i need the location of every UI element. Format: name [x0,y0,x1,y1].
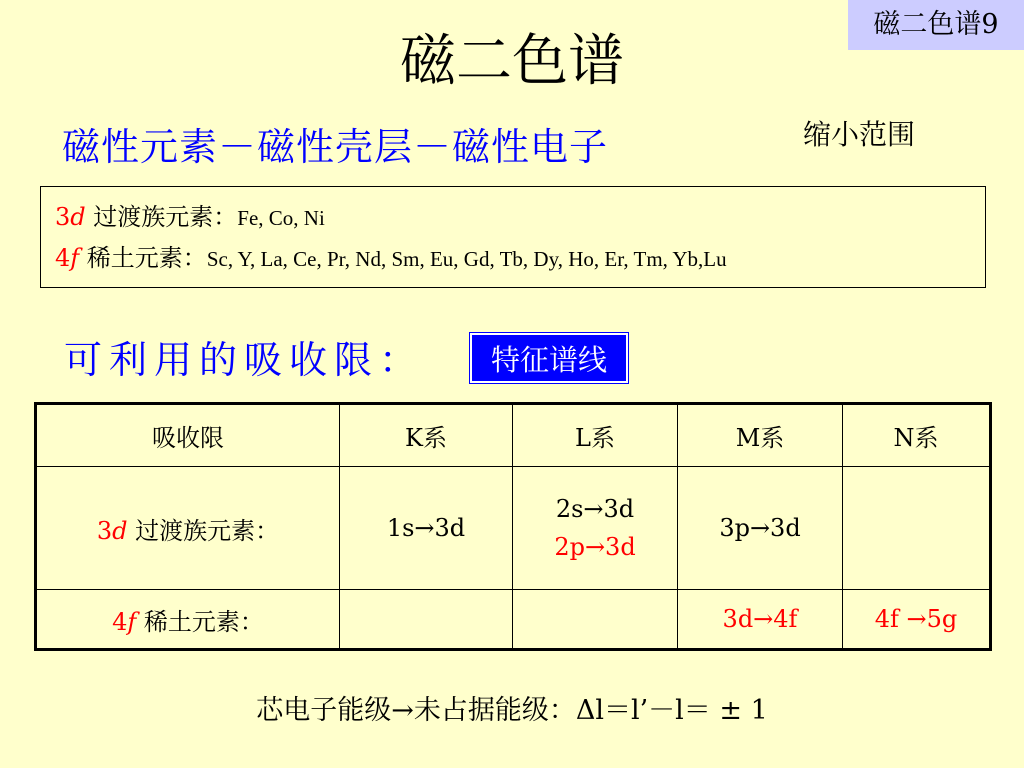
selection-rule: 芯电子能级→未占据能级：Δl＝l’－l＝ ± 1 [256,695,768,726]
transition-elements-label: 过渡族元素： [85,203,238,231]
header-k-series: K系 [340,404,513,467]
row-4f-m: 3d→4f [678,590,843,650]
row-4f-k [340,590,513,650]
row-3d-n [843,467,991,590]
header-absorption-edge: 吸收限 [36,404,340,467]
header-l-series: L系 [513,404,678,467]
element-box [40,186,986,288]
row-3d-l-line2: 2p→3d [554,533,636,561]
header-m-series: M系 [678,404,843,467]
rare-earth-list: Sc, Y, La, Ce, Pr, Nd, Sm, Eu, Gd, Tb, Dy, Ho, Er, Tm, Yb,Lu [206,247,727,271]
note-narrow-range: 缩小范围 [803,118,916,151]
row-3d-l [513,467,678,590]
row-4f-l [513,590,678,650]
row-3d-m: 3p→3d [678,467,843,590]
table-row-3d [36,467,991,590]
box-line-3d [55,197,985,238]
table-header-row [36,404,991,467]
table-row-4f [36,590,991,650]
row-3d-label: 3d 过渡族元素： [36,467,340,590]
row-4f-label: 4f 稀土元素： [36,590,340,650]
orbital-4f-label: 4f [55,244,80,272]
characteristic-lines-button[interactable]: 特征谱线 [470,333,628,383]
slide-number-badge: 磁二色谱9 [848,0,1024,50]
row-3d-l-line1: 2s→3d [555,495,635,523]
transition-elements-list: Fe, Co, Ni [237,206,325,230]
slide-title: 磁二色谱 [400,29,624,94]
header-n-series: N系 [843,404,991,467]
absorption-edge-table [34,402,992,651]
orbital-3d-label: 3d [55,203,86,231]
row-4f-n: 4f →5g [843,590,991,650]
absorption-edge-heading: 可利用的吸收限： [64,338,425,382]
row-3d-k: 1s→3d [340,467,513,590]
box-line-4f [55,238,985,279]
rare-earth-label: 稀土元素： [79,244,207,272]
subtitle: 磁性元素－磁性壳层－磁性电子 [62,125,609,169]
